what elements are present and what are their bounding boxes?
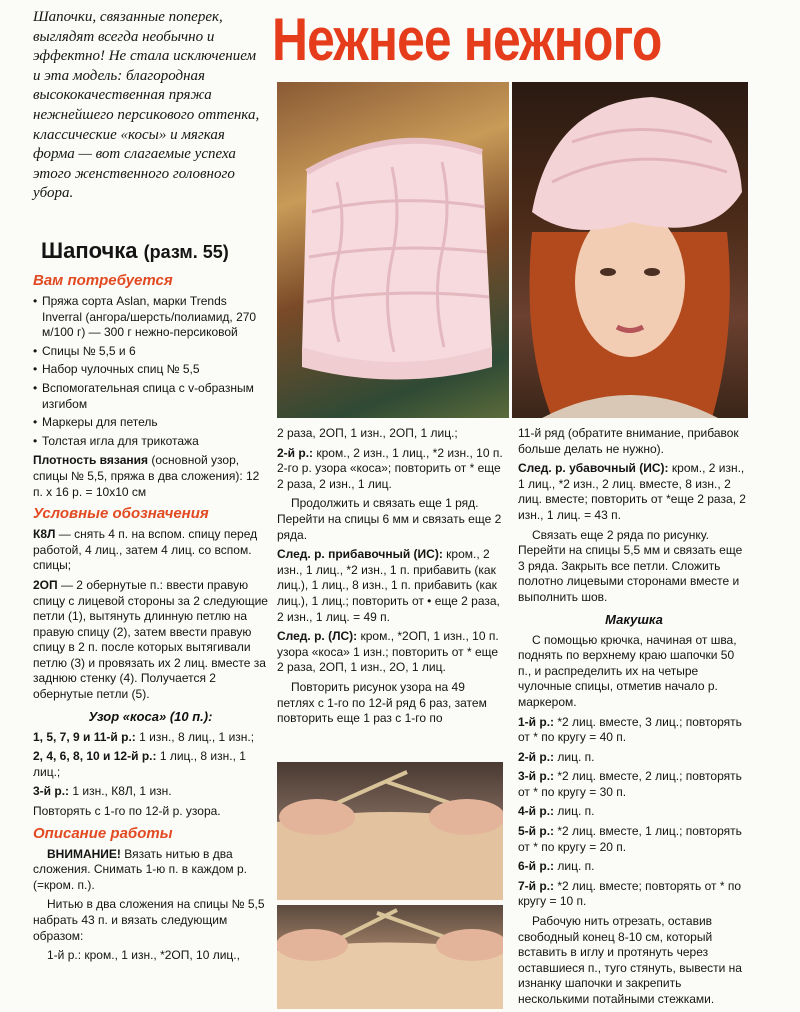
pattern-heading: Узор «коса» (10 п.): [88, 708, 213, 724]
symbols-heading: Условные обозначения [33, 505, 209, 523]
crown-row-1: 1-й р.: *2 лиц. вместе, 3 лиц.; повторять от * по кругу = 40 п. [518, 714, 742, 745]
col2-p3: Повторить рисунок узора на 49 петлях с 1-го по 12-й ряд 6 раз, затем повторить еще 1 раз с 1-го по [277, 679, 487, 726]
col3-decrease-row: След. р. убавочный (ИС): кром., 2 изн., 1 лиц., *2 изн., 2 лиц. вместе, 8 изн., 2 лиц. вместе; повторить от *еще 2 раза, 2 изн., 1 лиц. = 43 п. [518, 461, 746, 522]
col3-p2: Связать еще 2 ряда по рисунку. Перейти на спицы 5,5 мм и связать еще 3 ряда. Закрыть все петли. Сложить полотно лицевыми сторонами вместе и выполнить шов. [518, 527, 743, 604]
col2-p2: Продолжить и связать еще 1 ряд. Перейти на спицы 6 мм и связать еще 2 ряда. [277, 496, 502, 542]
list-item: • Толстая игла для трикотажа [33, 434, 268, 450]
list-item: • Набор чулочных спиц № 5,5 [33, 362, 268, 378]
column-3 [518, 426, 750, 1012]
crown-text: С помощью крючка, начиная от шва, поднять по верхнему краю шапочки 50 п., и распределить их на четыре чулочные спицы, отметив начало р. маркером. [518, 632, 737, 709]
crown-row-2: 2-й р.: лиц. п. [518, 749, 595, 764]
col2-increase-row: След. р. прибавочный (ИС): кром., 2 изн., 1 лиц., *2 изн., 1 п. прибавить (как лиц.), 1 лиц., 8 изн., 1 п. прибавить (как лиц.), 1 лиц.; повторить от • еще 2 раза, 2 изн., 1 лиц. = 49 п. [277, 547, 500, 624]
pattern-row-1: 1, 5, 7, 9 и 11-й р.: 1 изн., 8 лиц., 1 изн.; [33, 729, 255, 744]
crown-heading: Макушка [605, 611, 663, 627]
work-cut-line: 1-й р.: кром., 1 изн., *2ОП, 10 лиц., [47, 948, 240, 963]
symbol-k8l: К8Л — снять 4 п. на вспом. спицу перед работой, 4 лиц., затем 4 лиц. со вспом. спицы; [33, 527, 258, 573]
crown-row-5: 5-й р.: *2 лиц. вместе, 1 лиц.; повторять от * по кругу = 20 п. [518, 824, 742, 854]
model-photo [512, 82, 748, 418]
materials-heading: Вам потребуется [33, 272, 173, 289]
list-item: • Пряжа сорта Aslan, марки Trends Inverral (ангора/шерсть/полиамид, 270 м/100 г) — 300 г нежно-персиковой [33, 294, 268, 341]
density: Плотность вязания (основной узор, спицы № 5,5, пряжа в два сложения): 12 п. х 16 р. = 10х10 см [33, 453, 260, 499]
pattern-repeat: Повторять с 1-го по 12-й р. узора. [33, 804, 221, 819]
knitting-step-photo-1 [277, 762, 503, 900]
col2-p1: 2 раза, 2ОП, 1 изн., 2ОП, 1 лиц.; [277, 426, 458, 440]
work-warning: ВНИМАНИЕ! Вязать нитью в два сложения. Снимать 1-ю п. в каждом р. (=кром. п.). [33, 846, 247, 892]
intro-text: Шапочки, связанные поперек, выглядят всегда необычно и эффектно! Не стала исключением и эта модель: благородная высококачественная пряжа нежнейшего персикового оттенка, классические «косы» и мягкая форма — вот слагаемые успеха этого женственного головного убора. [33, 9, 260, 202]
crown-row-7: 7-й р.: *2 лиц. вместе; повторять от * по кругу = 10 п. [518, 878, 742, 909]
crown-final: Рабочую нить отрезать, оставив свободный конец 8-10 см, который вставить в иглу и протянуть через оставшиеся п., туго стянуть, вывести на изнанку шапочки и закрепить несколькими потайными стежками. [518, 914, 742, 1006]
column-2 [277, 426, 505, 731]
hat-photo [277, 82, 509, 418]
work-heading: Описание работы [33, 824, 173, 842]
materials-list [33, 294, 268, 449]
col2-ls-row: След. р. (ЛС): кром., *2ОП, 1 изн., 10 п. узора «коса» 1 изн.; повторить от * еще 2 раза, 2ОП, 1 изн., 2О, 1 лиц. [277, 629, 499, 675]
crown-row-6: 6-й р.: лиц. п. [518, 859, 595, 874]
knitting-step-photo-2 [277, 905, 503, 1009]
pattern-row-2: 2, 4, 6, 8, 10 и 12-й р.: 1 лиц., 8 изн., 1 лиц.; [33, 749, 246, 779]
article-title: Нежнее нежного [272, 6, 662, 73]
column-1 [33, 238, 268, 968]
work-start: Нитью в два сложения на спицы № 5,5 набрать 43 п. и вязать следующим образом: [33, 897, 265, 943]
col3-p1: 11-й ряд (обратите внимание, прибавок больше делать не нужно). [518, 426, 739, 456]
list-item: • Вспомогательная спица с v-образным изгибом [33, 381, 268, 412]
col2-row-2: 2-й р.: кром., 2 изн., 1 лиц., *2 изн., 10 п. 2-го р. узора «коса»; повторить от * еще 2 раза, 2 изн., 1 лиц. [277, 445, 503, 491]
symbol-2op: 2ОП — 2 обернутые п.: ввести правую спицу с лицевой стороны за 2 следующие петли (1), вытянуть длинную петлю на правую спицу (2), затем ввести правую спицу в 2 п. после которых вытягивали петлю (3) и провязать их 2 лиц. вместе за заднюю стенку (4). Получается 2 обернутые петли (5). [33, 577, 268, 702]
list-item: • Спицы № 5,5 и 6 [33, 344, 268, 360]
hat-title: Шапочка (разм. 55) [41, 238, 229, 263]
pattern-row-3: 3-й р.: 1 изн., К8Л, 1 изн. [33, 784, 172, 799]
list-item: • Маркеры для петель [33, 415, 268, 431]
crown-row-3: 3-й р.: *2 лиц. вместе, 2 лиц.; повторять от * по кругу = 30 п. [518, 769, 742, 799]
crown-row-4: 4-й р.: лиц. п. [518, 804, 595, 819]
